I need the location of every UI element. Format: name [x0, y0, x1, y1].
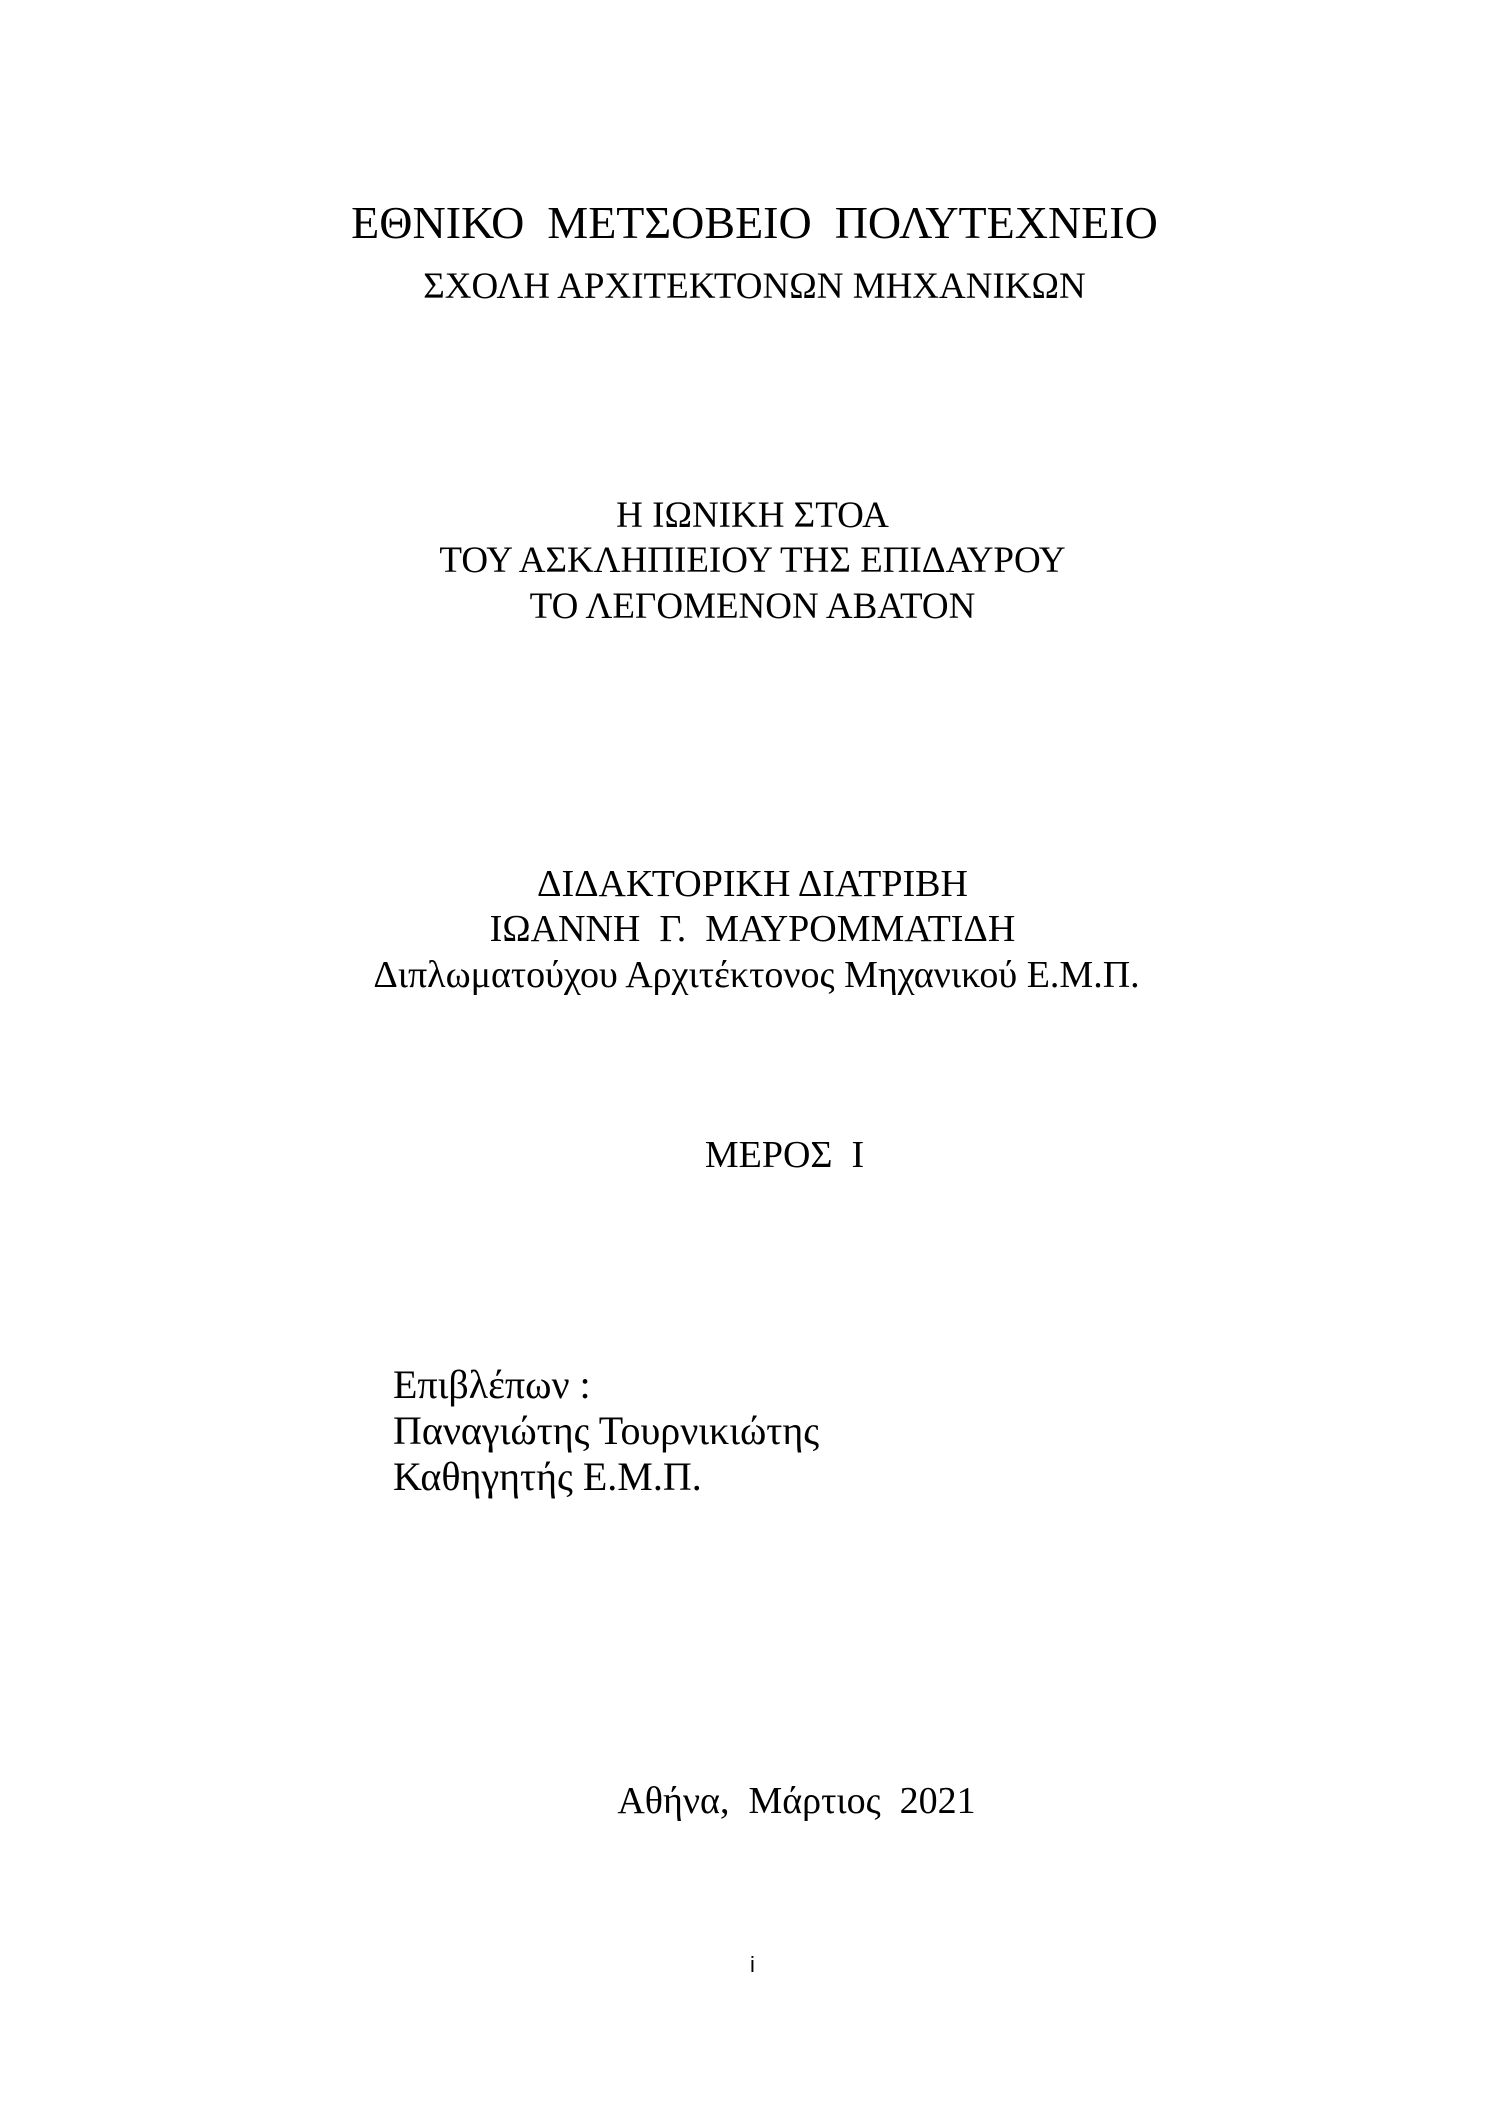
supervisor-name: Παναγιώτης Τουρνικιώτης	[393, 1408, 820, 1453]
title-line-2: ΤΟΥ ΑΣΚΛΗΠΙΕΙΟΥ ΤΗΣ ΕΠΙΔΑΥΡΟΥ	[439, 540, 1066, 581]
author-title: Διπλωματούχου Αρχιτέκτονος Μηχανικού Ε.Μ.Π.	[373, 954, 1140, 996]
supervisor-position: Καθηγητής Ε.Μ.Π.	[393, 1454, 702, 1499]
part-label: ΜΕΡΟΣ Ι	[704, 1134, 865, 1176]
supervisor-label: Επιβλέπων :	[393, 1362, 591, 1407]
title-line-3: ΤΟ ΛΕΓΟΜΕΝΟΝ ΑΒΑΤΟΝ	[529, 586, 976, 627]
page-number: i	[750, 1952, 755, 1977]
author-name: ΙΩΑΝΝΗ Γ. ΜΑΥΡΟΜΜΑΤΙΔΗ	[489, 908, 1016, 950]
dissertation-type: ΔΙΔΑΚΤΟΡΙΚΗ ΔΙΑΤΡΙΒΗ	[537, 863, 968, 905]
school-name: ΣΧΟΛΗ ΑΡΧΙΤΕΚΤΟΝΩΝ ΜΗΧΑΝΙΚΩΝ	[423, 266, 1086, 307]
title-line-1: Η ΙΩΝΙΚΗ ΣΤΟΑ	[616, 495, 889, 536]
university-name: ΕΘΝΙΚΟ ΜΕΤΣΟΒΕΙΟ ΠΟΛΥΤΕΧΝΕΙΟ	[351, 197, 1158, 248]
place-date: Αθήνα, Μάρτιος 2021	[617, 1780, 976, 1822]
